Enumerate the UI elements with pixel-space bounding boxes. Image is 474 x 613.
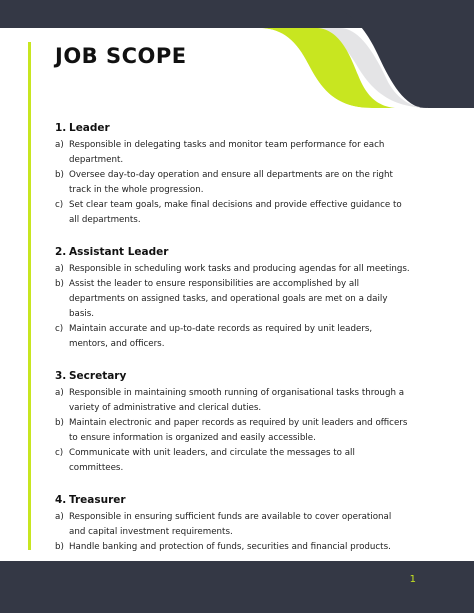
list-item-text: basis.: [69, 309, 95, 319]
list-marker: [55, 401, 69, 416]
list-item: [55, 461, 414, 476]
list-item-text: Maintain electronic and paper records as required by unit leaders and officers: [69, 418, 408, 428]
list-item: [55, 213, 414, 228]
list-marker: c): [55, 448, 64, 458]
section-number: 1.: [55, 122, 67, 134]
page-title: JOB SCOPE: [55, 44, 187, 68]
list-item-text: Responsible in ensuring sufficient funds are available to cover operational: [69, 512, 392, 522]
accent-vertical-line: [28, 42, 31, 550]
list-item: [55, 322, 414, 337]
list-item: [55, 262, 414, 277]
list-marker: a): [55, 512, 64, 522]
list-marker: c): [55, 324, 64, 334]
list-marker: [55, 213, 69, 228]
list-item-text: mentors, and officers.: [69, 339, 165, 349]
list-marker: [55, 153, 69, 168]
list-marker: [55, 183, 69, 198]
section-secretary: [55, 369, 414, 476]
section-assistant-leader: [55, 245, 414, 352]
list-item: [55, 307, 414, 322]
section-title: Secretary: [69, 370, 127, 382]
list-marker: b): [55, 279, 64, 289]
job-scope-content: [55, 121, 414, 572]
list-item-text: Responsible in scheduling work tasks and producing agendas for all meetings.: [69, 264, 410, 274]
list-item: [55, 510, 414, 525]
list-item-text: Handle banking and protection of funds, securities and financial products.: [69, 542, 391, 552]
list-marker: a): [55, 388, 64, 398]
list-item-text: department.: [69, 155, 124, 165]
list-marker: a): [55, 264, 64, 274]
list-item: [55, 337, 414, 352]
list-marker: [55, 525, 69, 540]
list-item-text: variety of administrative and clerical duties.: [69, 403, 262, 413]
list-item-text: Assist the leader to ensure responsibilities are accomplished by all: [69, 279, 360, 289]
list-item: [55, 446, 414, 461]
section-number: 2.: [55, 246, 67, 258]
list-item-text: Responsible in delegating tasks and monitor team performance for each: [69, 140, 385, 150]
list-marker: a): [55, 140, 64, 150]
list-item: [55, 277, 414, 292]
section-heading: [55, 493, 414, 507]
list-item: [55, 540, 414, 555]
list-item-text: track in the whole progression.: [69, 185, 204, 195]
list-marker: [55, 337, 69, 352]
list-marker: b): [55, 542, 64, 552]
list-item: [55, 153, 414, 168]
list-marker: c): [55, 200, 64, 210]
list-item: [55, 386, 414, 401]
section-title: Treasurer: [69, 494, 126, 506]
list-item: [55, 292, 414, 307]
list-item-text: Set clear team goals, make final decisions and provide effective guidance to: [69, 200, 402, 210]
section-heading: [55, 121, 414, 135]
section-title: Assistant Leader: [69, 246, 169, 258]
list-item-text: committees.: [69, 463, 124, 473]
list-item-text: and capital investment requirements.: [69, 527, 233, 537]
list-item-text: Responsible in maintaining smooth running of organisational tasks through a: [69, 388, 405, 398]
responsibility-list: [55, 386, 414, 476]
section-treasurer: [55, 493, 414, 555]
section-leader: [55, 121, 414, 228]
list-item-text: departments on assigned tasks, and operational goals are met on a daily: [69, 294, 388, 304]
footer-band: [0, 561, 474, 613]
list-marker: [55, 307, 69, 322]
section-heading: [55, 369, 414, 383]
list-item-text: Maintain accurate and up-to-date records as required by unit leaders,: [69, 324, 373, 334]
list-marker: [55, 431, 69, 446]
list-item: [55, 401, 414, 416]
section-title: Leader: [69, 122, 110, 134]
list-marker: [55, 461, 69, 476]
list-item: [55, 431, 414, 446]
list-item-text: Oversee day-to-day operation and ensure all departments are on the right: [69, 170, 393, 180]
list-marker: b): [55, 170, 64, 180]
section-heading: [55, 245, 414, 259]
responsibility-list: [55, 510, 414, 555]
list-item: [55, 138, 414, 153]
list-item-text: Communicate with unit leaders, and circulate the messages to all: [69, 448, 355, 458]
list-item: [55, 198, 414, 213]
list-item: [55, 416, 414, 431]
list-item: [55, 183, 414, 198]
list-marker: b): [55, 418, 64, 428]
responsibility-list: [55, 262, 414, 352]
section-number: 4.: [55, 494, 67, 506]
section-number: 3.: [55, 370, 67, 382]
page-number: 1: [409, 574, 416, 585]
list-item-text: all departments.: [69, 215, 141, 225]
list-item: [55, 168, 414, 183]
responsibility-list: [55, 138, 414, 228]
list-item-text: to ensure information is organized and easily accessible.: [69, 433, 316, 443]
list-marker: [55, 292, 69, 307]
list-item: [55, 525, 414, 540]
